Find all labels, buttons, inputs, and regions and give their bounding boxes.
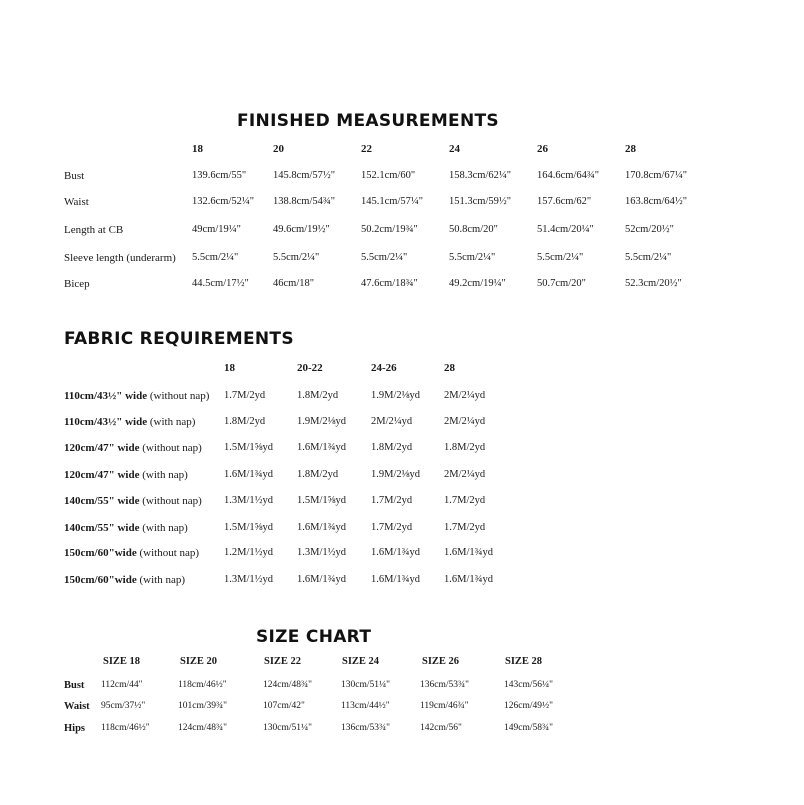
fm-row-label: Waist [64, 196, 89, 208]
fr-cell: 1.7M/2yd [371, 495, 413, 506]
fm-cell: 44.5cm/17½" [192, 278, 249, 289]
sc-cell: 101cm/39¾" [178, 701, 227, 711]
fr-cell: 1.9M/2⅛yd [371, 390, 421, 401]
fm-cell: 49cm/19¼" [192, 224, 241, 235]
fm-cell: 50.7cm/20" [537, 278, 586, 289]
sc-cell: 118cm/46½" [178, 680, 227, 690]
fm-cell: 164.6cm/64¾" [537, 170, 600, 181]
fr-size-header: 20-22 [297, 362, 323, 374]
fr-nap: (without nap) [147, 390, 210, 402]
fr-cell: 1.5M/1⅝yd [297, 495, 347, 506]
fr-cell: 2M/2¼yd [444, 416, 486, 427]
fr-row-label [64, 574, 185, 586]
fr-nap: (without nap) [136, 547, 200, 559]
sc-row-label: Waist [64, 701, 90, 712]
fr-cell: 2M/2¼yd [371, 416, 413, 427]
fm-cell: 5.5cm/2¼" [273, 252, 320, 263]
sc-size-header: SIZE 18 [103, 656, 141, 667]
fm-row-label: Bicep [64, 278, 90, 290]
fr-width: 120cm/47" wide [64, 469, 140, 481]
fr-nap: (with nap) [139, 522, 188, 534]
sc-cell: 112cm/44" [101, 680, 143, 690]
fm-cell: 47.6cm/18¾" [361, 278, 418, 289]
fm-cell: 152.1cm/60" [361, 170, 416, 181]
fm-cell: 151.3cm/59½" [449, 196, 512, 207]
fm-cell: 5.5cm/2¼" [361, 252, 408, 263]
fr-width: 140cm/55" wide [64, 522, 140, 534]
fr-cell: 1.3M/1½yd [224, 495, 274, 506]
fr-nap: (with nap) [139, 469, 188, 481]
fm-cell: 51.4cm/20¼" [537, 224, 594, 235]
fm-size-header: 26 [537, 143, 548, 155]
fr-cell: 1.6M/1¾yd [297, 574, 347, 585]
fm-cell: 5.5cm/2¼" [192, 252, 239, 263]
sc-cell: 124cm/48¾" [263, 680, 312, 690]
fm-cell: 158.3cm/62¼" [449, 170, 512, 181]
fr-width: 150cm/60"wide [64, 547, 137, 559]
fm-cell: 50.2cm/19¾" [361, 224, 418, 235]
fm-cell: 145.8cm/57½" [273, 170, 336, 181]
sc-cell: 95cm/37½" [101, 701, 146, 711]
fr-width: 140cm/55" wide [64, 495, 140, 507]
fr-row-label [64, 442, 202, 454]
fm-cell: 145.1cm/57¼" [361, 196, 424, 207]
sc-cell: 136cm/53¾" [341, 723, 390, 733]
fr-cell: 1.6M/1¾yd [371, 574, 421, 585]
sc-cell: 149cm/58¾" [504, 723, 553, 733]
fm-cell: 5.5cm/2¼" [449, 252, 496, 263]
fm-cell: 49.2cm/19¼" [449, 278, 506, 289]
fr-cell: 1.5M/1⅝yd [224, 442, 274, 453]
sc-size-header: SIZE 22 [264, 656, 302, 667]
fr-cell: 1.6M/1¾yd [371, 547, 421, 558]
fr-cell: 1.7M/2yd [444, 495, 486, 506]
fm-cell: 132.6cm/52¼" [192, 196, 255, 207]
fr-size-header: 24-26 [371, 362, 397, 374]
fm-size-header: 28 [625, 143, 636, 155]
fm-row-label: Sleeve length (underarm) [64, 252, 176, 264]
fr-cell: 2M/2¼yd [444, 390, 486, 401]
fr-cell: 1.8M/2yd [371, 442, 413, 453]
fabric-requirements-title: FABRIC REQUIREMENTS [64, 329, 294, 349]
fr-nap: (without nap) [139, 495, 202, 507]
fm-cell: 170.8cm/67¼" [625, 170, 688, 181]
sc-cell: 113cm/44½" [341, 701, 390, 711]
fm-cell: 157.6cm/62" [537, 196, 592, 207]
fr-cell: 1.6M/1¾yd [297, 522, 347, 533]
sc-size-header: SIZE 24 [342, 656, 380, 667]
fr-row-label [64, 390, 209, 402]
fm-cell: 5.5cm/2¼" [625, 252, 672, 263]
sc-cell: 118cm/46½" [101, 723, 150, 733]
fm-cell: 163.8cm/64½" [625, 196, 688, 207]
fm-cell: 139.6cm/55" [192, 170, 247, 181]
fr-nap: (with nap) [136, 574, 185, 586]
fm-cell: 138.8cm/54¾" [273, 196, 336, 207]
fm-cell: 49.6cm/19½" [273, 224, 330, 235]
size-chart-title: SIZE CHART [256, 627, 372, 647]
sc-cell: 124cm/48¾" [178, 723, 227, 733]
fr-cell: 1.5M/1⅝yd [224, 522, 274, 533]
sc-size-header: SIZE 26 [422, 656, 460, 667]
fr-cell: 1.7M/2yd [224, 390, 266, 401]
fm-row-label: Length at CB [64, 224, 124, 236]
fr-nap: (without nap) [139, 442, 202, 454]
finished-measurements-title: FINISHED MEASUREMENTS [237, 111, 499, 131]
fm-cell: 50.8cm/20" [449, 224, 498, 235]
fr-cell: 1.2M/1½yd [224, 547, 274, 558]
fm-cell: 52cm/20½" [625, 224, 674, 235]
fr-cell: 1.8M/2yd [297, 390, 339, 401]
sc-cell: 126cm/49½" [504, 701, 553, 711]
fr-row-label [64, 522, 188, 534]
sc-row-label: Hips [64, 723, 86, 734]
fm-cell: 5.5cm/2¼" [537, 252, 584, 263]
sc-cell: 143cm/56¼" [504, 680, 553, 690]
sc-cell: 107cm/42" [263, 701, 305, 711]
fr-cell: 1.8M/2yd [297, 469, 339, 480]
fr-cell: 1.6M/1¾yd [224, 469, 274, 480]
fr-cell: 1.7M/2yd [444, 522, 486, 533]
fr-cell: 1.7M/2yd [371, 522, 413, 533]
fr-row-label [64, 416, 195, 428]
fr-cell: 1.3M/1½yd [224, 574, 274, 585]
fr-size-header: 28 [444, 362, 455, 374]
sc-cell: 136cm/53¾" [420, 680, 469, 690]
fr-row-label [64, 495, 202, 507]
fr-cell: 1.6M/1¾yd [297, 442, 347, 453]
sc-size-header: SIZE 28 [505, 656, 543, 667]
fr-width: 110cm/43½" wide [64, 390, 148, 402]
sc-cell: 119cm/46¾" [420, 701, 469, 711]
fr-size-header: 18 [224, 362, 235, 374]
fr-cell: 2M/2¼yd [444, 469, 486, 480]
sc-size-header: SIZE 20 [180, 656, 218, 667]
fr-cell: 1.8M/2yd [224, 416, 266, 427]
fr-cell: 1.8M/2yd [444, 442, 486, 453]
fr-width: 120cm/47" wide [64, 442, 140, 454]
fr-cell: 1.9M/2⅛yd [371, 469, 421, 480]
fm-size-header: 18 [192, 143, 203, 155]
fr-row-label [64, 547, 199, 559]
fr-cell: 1.6M/1¾yd [444, 547, 494, 558]
fr-width: 150cm/60"wide [64, 574, 137, 586]
fr-nap: (with nap) [147, 416, 196, 428]
fr-width: 110cm/43½" wide [64, 416, 148, 428]
sc-cell: 142cm/56" [420, 723, 462, 733]
fr-cell: 1.6M/1¾yd [444, 574, 494, 585]
fr-cell: 1.3M/1½yd [297, 547, 347, 558]
fm-size-header: 22 [361, 143, 372, 155]
sc-cell: 130cm/51¼" [263, 723, 312, 733]
sc-row-label: Bust [64, 680, 85, 691]
fm-size-header: 20 [273, 143, 284, 155]
fm-cell: 46cm/18" [273, 278, 315, 289]
fm-cell: 52.3cm/20½" [625, 278, 682, 289]
fr-row-label [64, 469, 188, 481]
fm-size-header: 24 [449, 143, 460, 155]
sc-cell: 130cm/51¼" [341, 680, 390, 690]
fr-cell: 1.9M/2⅛yd [297, 416, 347, 427]
fm-row-label: Bust [64, 170, 85, 182]
